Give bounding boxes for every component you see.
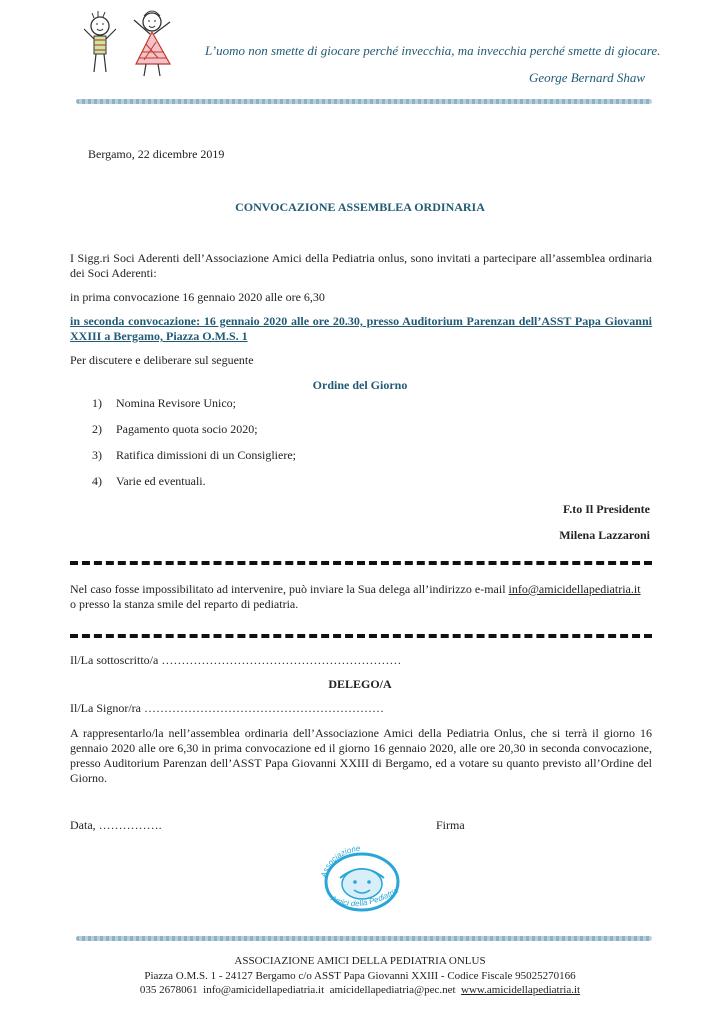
- intro-paragraph: I Sigg.ri Soci Aderenti dell’Associazione Amici della Pediatria onlus, sono invitati a partecipare all’assemblea ordinaria dei Soci Aderenti:: [70, 251, 652, 280]
- stamp-text-bottom: Amici della Pediatria: [329, 885, 400, 909]
- header-logo: [72, 6, 177, 81]
- delegate-note-text: Nel caso fosse impossibilitato ad intervenire, può inviare la Sua delega all’indirizzo e-mail: [70, 582, 509, 596]
- delegate-note: [70, 582, 652, 612]
- footer-contacts: [0, 983, 720, 997]
- document-title: CONVOCAZIONE ASSEMBLEA ORDINARIA: [235, 200, 485, 214]
- first-call: in prima convocazione 16 gennaio 2020 alle ore 6,30: [70, 290, 325, 304]
- agenda-item: [92, 448, 296, 474]
- signature-role: F.to Il Presidente: [563, 502, 650, 516]
- delegation-text: A rappresentarlo/la nell’assemblea ordinaria dell’Associazione Amici della Pediatria Onlus, che si terrà il giorno 16 gennaio 2020 alle ore 6,30 in prima convocazione ed il giorno 16 gennaio 2020, alle ore 20,30 in seconda convocazione, presso Auditorium Parenzan dell’ASST Papa Giovanni XXIII di Bergamo, ed a votare su quanto previsto all’Ordine del Giorno.: [70, 726, 652, 785]
- footer-address: Piazza O.M.S. 1 - 24127 Bergamo c/o ASST Papa Giovanni XXIII - Codice Fiscale 95025270166: [144, 970, 576, 982]
- discuss-line: Per discutere e deliberare sul seguente: [70, 353, 254, 367]
- date-field: Data, …………….: [70, 818, 162, 832]
- agenda-text: Ratifica dimissioni di un Consigliere;: [116, 448, 296, 462]
- footer-pec[interactable]: amicidellapediatria@pec.net: [329, 984, 456, 996]
- second-call: in seconda convocazione: 16 gennaio 2020 alle ore 20.30, presso Auditorium Parenzan dell’ASST Papa Giovanni XXIII a Bergamo, Piazza O.M.S. 1: [70, 314, 652, 343]
- footer-divider: [76, 936, 652, 941]
- association-stamp: [310, 838, 410, 916]
- header-divider: [76, 99, 652, 104]
- header-quote: L’uomo non smette di giocare perché invecchia, ma invecchia perché smette di giocare.: [205, 43, 661, 58]
- agenda-number: 1): [92, 396, 102, 410]
- signature-name: Milena Lazzaroni: [559, 528, 650, 542]
- agenda-title: Ordine del Giorno: [312, 378, 408, 392]
- footer-website-link[interactable]: www.amicidellapediatria.it: [461, 984, 581, 996]
- stamp-text-top: Associazione: [319, 843, 361, 879]
- delego-heading: DELEGO/A: [328, 677, 392, 691]
- footer-phone: 035 2678061: [139, 984, 198, 996]
- agenda-number: 3): [92, 448, 102, 462]
- agenda-item: [92, 474, 296, 500]
- children-drawing-icon: [72, 6, 177, 81]
- agenda-item: [92, 422, 296, 448]
- delegate-email-link[interactable]: info@amicidellapediatria.it: [508, 582, 641, 596]
- cut-line-bottom: [70, 634, 652, 638]
- quote-author: George Bernard Shaw: [528, 70, 645, 85]
- footer-email[interactable]: info@amicidellapediatria.it: [203, 984, 325, 996]
- delegate-note-after: o presso la stanza smile del reparto di pediatria.: [70, 597, 299, 611]
- cut-line-top: [70, 561, 652, 565]
- footer-org: ASSOCIAZIONE AMICI DELLA PEDIATRIA ONLUS: [234, 955, 486, 967]
- place-date: Bergamo, 22 dicembre 2019: [88, 147, 225, 161]
- undersigned-line: Il/La sottoscritto/a ……………………………………………………: [70, 653, 402, 667]
- agenda-text: Varie ed eventuali.: [116, 474, 206, 488]
- association-logo-icon: [310, 838, 410, 916]
- agenda-item: [92, 396, 296, 422]
- agenda-number: 2): [92, 422, 102, 436]
- agenda-list: [92, 396, 296, 500]
- agenda-text: Pagamento quota socio 2020;: [116, 422, 258, 436]
- agenda-text: Nomina Revisore Unico;: [116, 396, 236, 410]
- agenda-number: 4): [92, 474, 102, 488]
- signature-field: Firma: [436, 818, 465, 832]
- delegate-name-line: Il/La Signor/ra ……………………………………………………: [70, 701, 384, 715]
